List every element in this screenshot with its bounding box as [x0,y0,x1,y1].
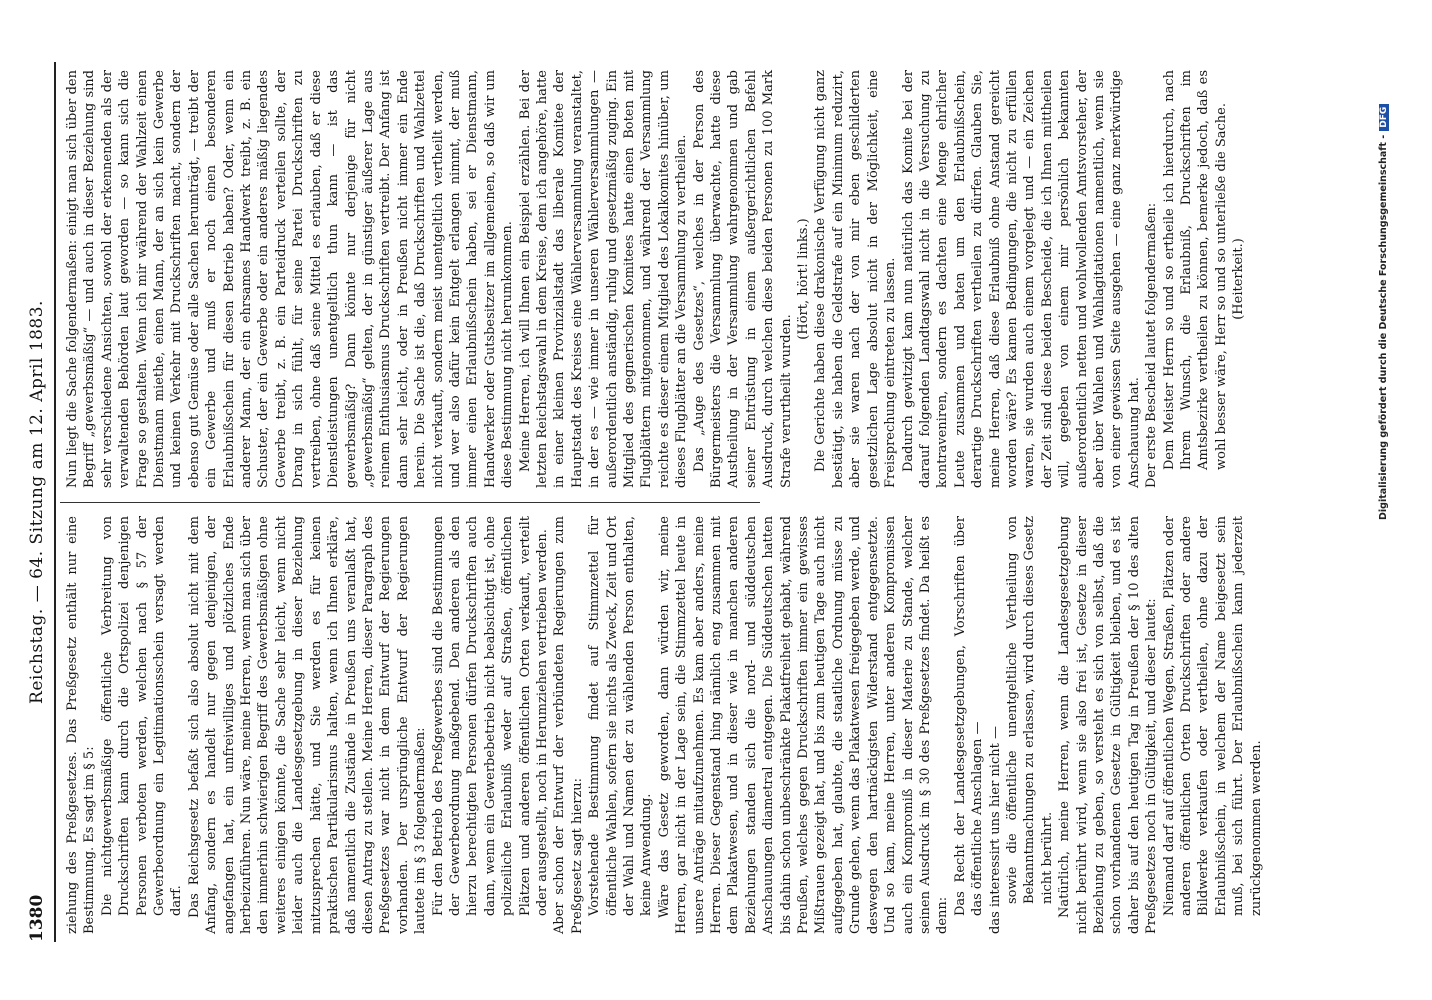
right-column-paragraph: (Heiterkeit.) [1231,238,1247,320]
column-divider [60,502,760,503]
right-column-paragraph: Der erste Bescheid lautet folgendermaßen: [1144,202,1160,488]
left-column-paragraph: Wäre das Gesetz geworden, dann würden wir, meine Herren, gar nicht in der Lage sein, die Stimmzettel heute in unsere Anträge mitaufzunehmen. Es kam aber anders, meine Herren. Dieser Gegenstand hing nämlich eng zusammen mit dem Plakatwesen, und in dieser wie in manchen anderen Beziehungen standen sich die nord- und süddeutschen Anschauungen diametral entgegen. Die Süddeutschen hatten bis dahin schon unbeschränkte Plakatfreiheit gehabt, während Preußen, welches gegen Druckschriften immer ein gewisses Mißtrauen gezeigt hat, und bis zum heutigen Tage auch nicht aufgegeben hat, glaubte, die staatliche Ordnung müsse zu Grunde gehen, wenn das Plakatwesen freigegeben werde, und deswegen den hartnäckigsten Widerstand entgegensetzte. Und so kam, meine Herren, unter anderen Kompromissen auch ein Kompromiß in dieser Materie zu Stande, welcher seinen Ausdruck im § 30 des Preßgesetzes findet. Da heißt es denn: [656,516,951,934]
right-column [64,70,1248,488]
right-column-paragraph: Die Gerichte haben diese drakonische Verfügung nicht ganz bestätigt, sie haben die Geldstrafe auf ein Minimum reduzirt, aber sie waren nach der von mir eben geschilderten gesetzlichen Lage absolut nicht in der Möglichkeit, eine Freisprechung eintreten zu lassen. [813,70,899,488]
running-title: Reichstag. — 64. Sitzung am 12. April 1883. [27,300,47,704]
right-column-paragraph: Dem Meister Herrn so und so ertheile ich hierdurch, nach Ihrem Wunsch, die Erlaubniß, Druckschriften im Amtsbezirke vertheilen zu können, bemerke jedoch, daß es wohl besser wäre, Herr so und so unterließe die Sache. [1161,70,1229,470]
credit-text: Digitalisierung gefördert durch die Deutsche Forschungsgemeinschaft - [1378,134,1389,520]
left-column-paragraph: Natürlich, meine Herren, wenn die Landesgesetzgebung nicht berührt wird, wenn sie also frei ist, Gesetze in dieser Beziehung zu geben, so versteht es sich von selbst, daß die schon vorhandenen Gesetze in Gültigkeit bleiben, und es ist daher bis auf den heutigen Tag in Preußen der § 10 des alten Preßgesetzes noch in Gültigkeit, und dieser lautet: [1057,516,1160,934]
left-column-paragraph: Vorstehende Bestimmung findet auf Stimmzettel für öffentliche Wahlen, sofern sie nichts als Zweck, Zeit und Ort der Wahl und Namen der zu wählenden Person enthalten, keine Anwendung. [587,516,655,916]
right-column-paragraph: Das „Auge des Gesetzes“, welches in der Person des Bürgermeisters die Versammlung überwachte, hatte diese Austheilung in der Versammlung wahrgenommen und gab seiner Entrüstung in einem außergerichtlichen Befehl Ausdruck, durch welchen diese beiden Personen zu 100 Mark Strafe verurtheilt wurden. [691,70,794,488]
left-column-paragraph: Das Recht der Landesgesetzgebungen, Vorschriften über das öffentliche Anschlagen — [952,516,986,916]
right-column-paragraph: (Hört, hört! links.) [796,218,812,340]
dfg-logo: DFG [1379,104,1389,131]
running-header [20,62,56,942]
left-column [64,516,1265,934]
left-column-paragraph: Aber schon der Entwurf der verbündeten Regierungen zum Preßgesetz sagt hierzu: [552,516,585,934]
right-column-paragraph: Meine Herren, ich will Ihnen ein Beispiel erzählen. Bei der letzten Reichstagswahl in dem Kreise, dem ich angehöre, hatte in einer kleinen Provinzialstadt das liberale Komitee der Hauptstadt des Kreises eine Wählerversammlung veranstaltet, in der es — wie immer in unseren Wählerversammlungen — außerordentlich anständig, ruhig und gesetzmäßig zuging. Ein Mitglied des gegnerischen Komitees hatte einen Boten mit Flugblättern mitgenommen, und während der Versammlung reichte es dieser einem Mitglied des Lokalkomites hinüber, um dieses Flugblätter an die Versammlung zu vertheilen. [517,70,690,488]
right-column-paragraph: Dadurch gewitzigt kam nun natürlich das Komite bei der darauf folgenden Landtagswahl nicht in die Versuchung zu kontraveniren, sondern es dachten eine Menge ehrlicher Leute zusammen und baten um den Erlaubnißschein, derartige Druckschriften vertheilen zu dürfen. Glauben Sie, meine Herren, daß diese Erlaubniß ohne Anstand gereicht worden wäre? Es kamen Bedingungen, die nicht zu erfüllen waren, sie wurden auch einem vorgelegt und — ein Zeichen der Zeit sind diese beiden Bescheide, die ich Ihnen mittheilen will, gegeben von einem mir persönlich bekannten außerordentlich netten und wohlwollenden Amtsvorsteher, der aber über Wahlen und Wahlagitationen namentlich, wenn sie von einer gewissen Seite ausgehen — eine ganz merkwürdige Anschauung hat. [900,70,1142,488]
left-column-paragraph: das interessirt uns hier nicht — [987,726,1003,934]
left-column-paragraph: ziehung des Preßgesetzes. Das Preßgesetz enthält nur eine Bestimmung. Es sagt im § 5: [65,516,98,934]
left-column-paragraph: Niemand darf auf öffentlichen Wegen, Straßen, Plätzen oder anderen öffentlichen Orten Druckschriften oder andere Bildwerke verkaufen oder vertheilen, ohne dazu der Erlaubnißschein, in welchem der Name beigesetzt sein muß, bei sich führt. Der Erlaubnißschein kann jederzeit zurückgenommen werden. [1161,516,1264,916]
left-column-paragraph: sowie die öffentliche unentgeltliche Vertheilung von Bekanntmachungen zu erlassen, wird durch dieses Gesetz nicht berührt. [1004,516,1055,904]
left-column-paragraph: Für den Betrieb des Preßgewerbes sind die Bestimmungen der Gewerbeordnung maßgebend. Den anderen als den hierzu berechtigten Personen dürfen Druckschriften auch dann, wenn ein Gewerbebetrieb nicht beabsichtigt ist, ohne polizeiliche Erlaubniß weder auf Straßen, öffentlichen Plätzen und anderen öffentlichen Orten verkauft, verteilt oder ausgestellt, noch in Herumziehen vertrieben werden. [430,516,550,916]
left-column-paragraph: Die nichtgewerbsmäßige öffentliche Verbreitung von Druckschriften kann durch die Ortspolizei denjenigen Personen verboten werden, welchen nach § 57 der Gewerbeordnung ein Legitimationsschein versagt werden darf. [99,516,185,916]
right-column-paragraph: Nun liegt die Sache folgendermaßen: einigt man sich über den Begriff „gewerbsmäßig“ — und auch in dieser Beziehung sind sehr verschiedene Ansichten, sowohl der erkennenden als der verwaltenden Behörden laut geworden — so kann sich die Frage so gestalten. Wenn ich mir während der Wahlzeit einen Dienstmann miethe, einen Mann, der an sich kein Gewerbe und keinen Verkehr mit Druckschriften macht, sondern der ebenso gut Gemüse oder alle Sachen herumträgt, — treibt der ein Gewerbe und muß er noch einen besonderen Erlaubnißschein für diesen Betrieb haben? Oder, wenn ein anderer Mann, der ein ehrsames Handwerk treibt, z. B. ein Schuster, der ein Gewerbe oder ein anderes mäßig liegendes Gewerbe treibt, z. B. ein Parteidruck verteilen sollte, der Drang in sich fühlt, für seine Partei Druckschriften zu vertreiben, ohne daß seine Mittel es erlauben, daß er diese Dienstleistungen unentgeltlich thun kann — ist das gewerbsmäßig? Dann könnte nur derjenige für nicht „gewerbsmäßig“ gelten, der in günstiger äußerer Lage aus reinem Enthusiasmus Druckschriften vertreibt. Der Anfang ist dann sehr leicht, oder in Preußen nicht immer ein Ende herein. Die Sache ist die, daß Druckschriften und Wahlzettel nicht verkauft, sondern meist unentgeltlich vertheilt werden, und wer also dafür kein Entgelt erlangen nimmt, der muß immer einen Erlaubnißschein haben, sei er Dienstmann, Handwerker oder Gutsbesitzer im allgemeinen, so daß wir um diese Bestimmung nicht herumkommen. [65,70,516,488]
left-column-paragraph: Das Reichsgesetz befaßt sich also absolut nicht mit dem Anfang, sondern es handelt nur gegen denjenigen, der angefangen hat, ein unfreiwilliges und plötzliches Ende herbeizuführen. Nun wäre, meine Herren, wenn man sich über den immerhin schwierigen Begriff des Gewerbsmäßigen ohne weiteres einigen könnte, die Sache sehr leicht, wenn nicht leider auch die Landesgesetzgebung in dieser Beziehung mitzusprechen hätte, und Sie werden es für keinen praktischen Partikularismus halten, wenn ich Ihnen erkläre, daß namentlich die Zustände in Preußen uns veranlaßt hat, diesen Antrag zu stellen. Meine Herren, dieser Paragraph des Preßgesetzes war nicht in dem Entwurf der Regierungen vorhanden. Der ursprüngliche Entwurf der Regierungen lautete im § 3 folgendermaßen: [186,516,429,934]
page-number: 1380 [27,894,47,942]
dfg-credit [1378,104,1389,520]
